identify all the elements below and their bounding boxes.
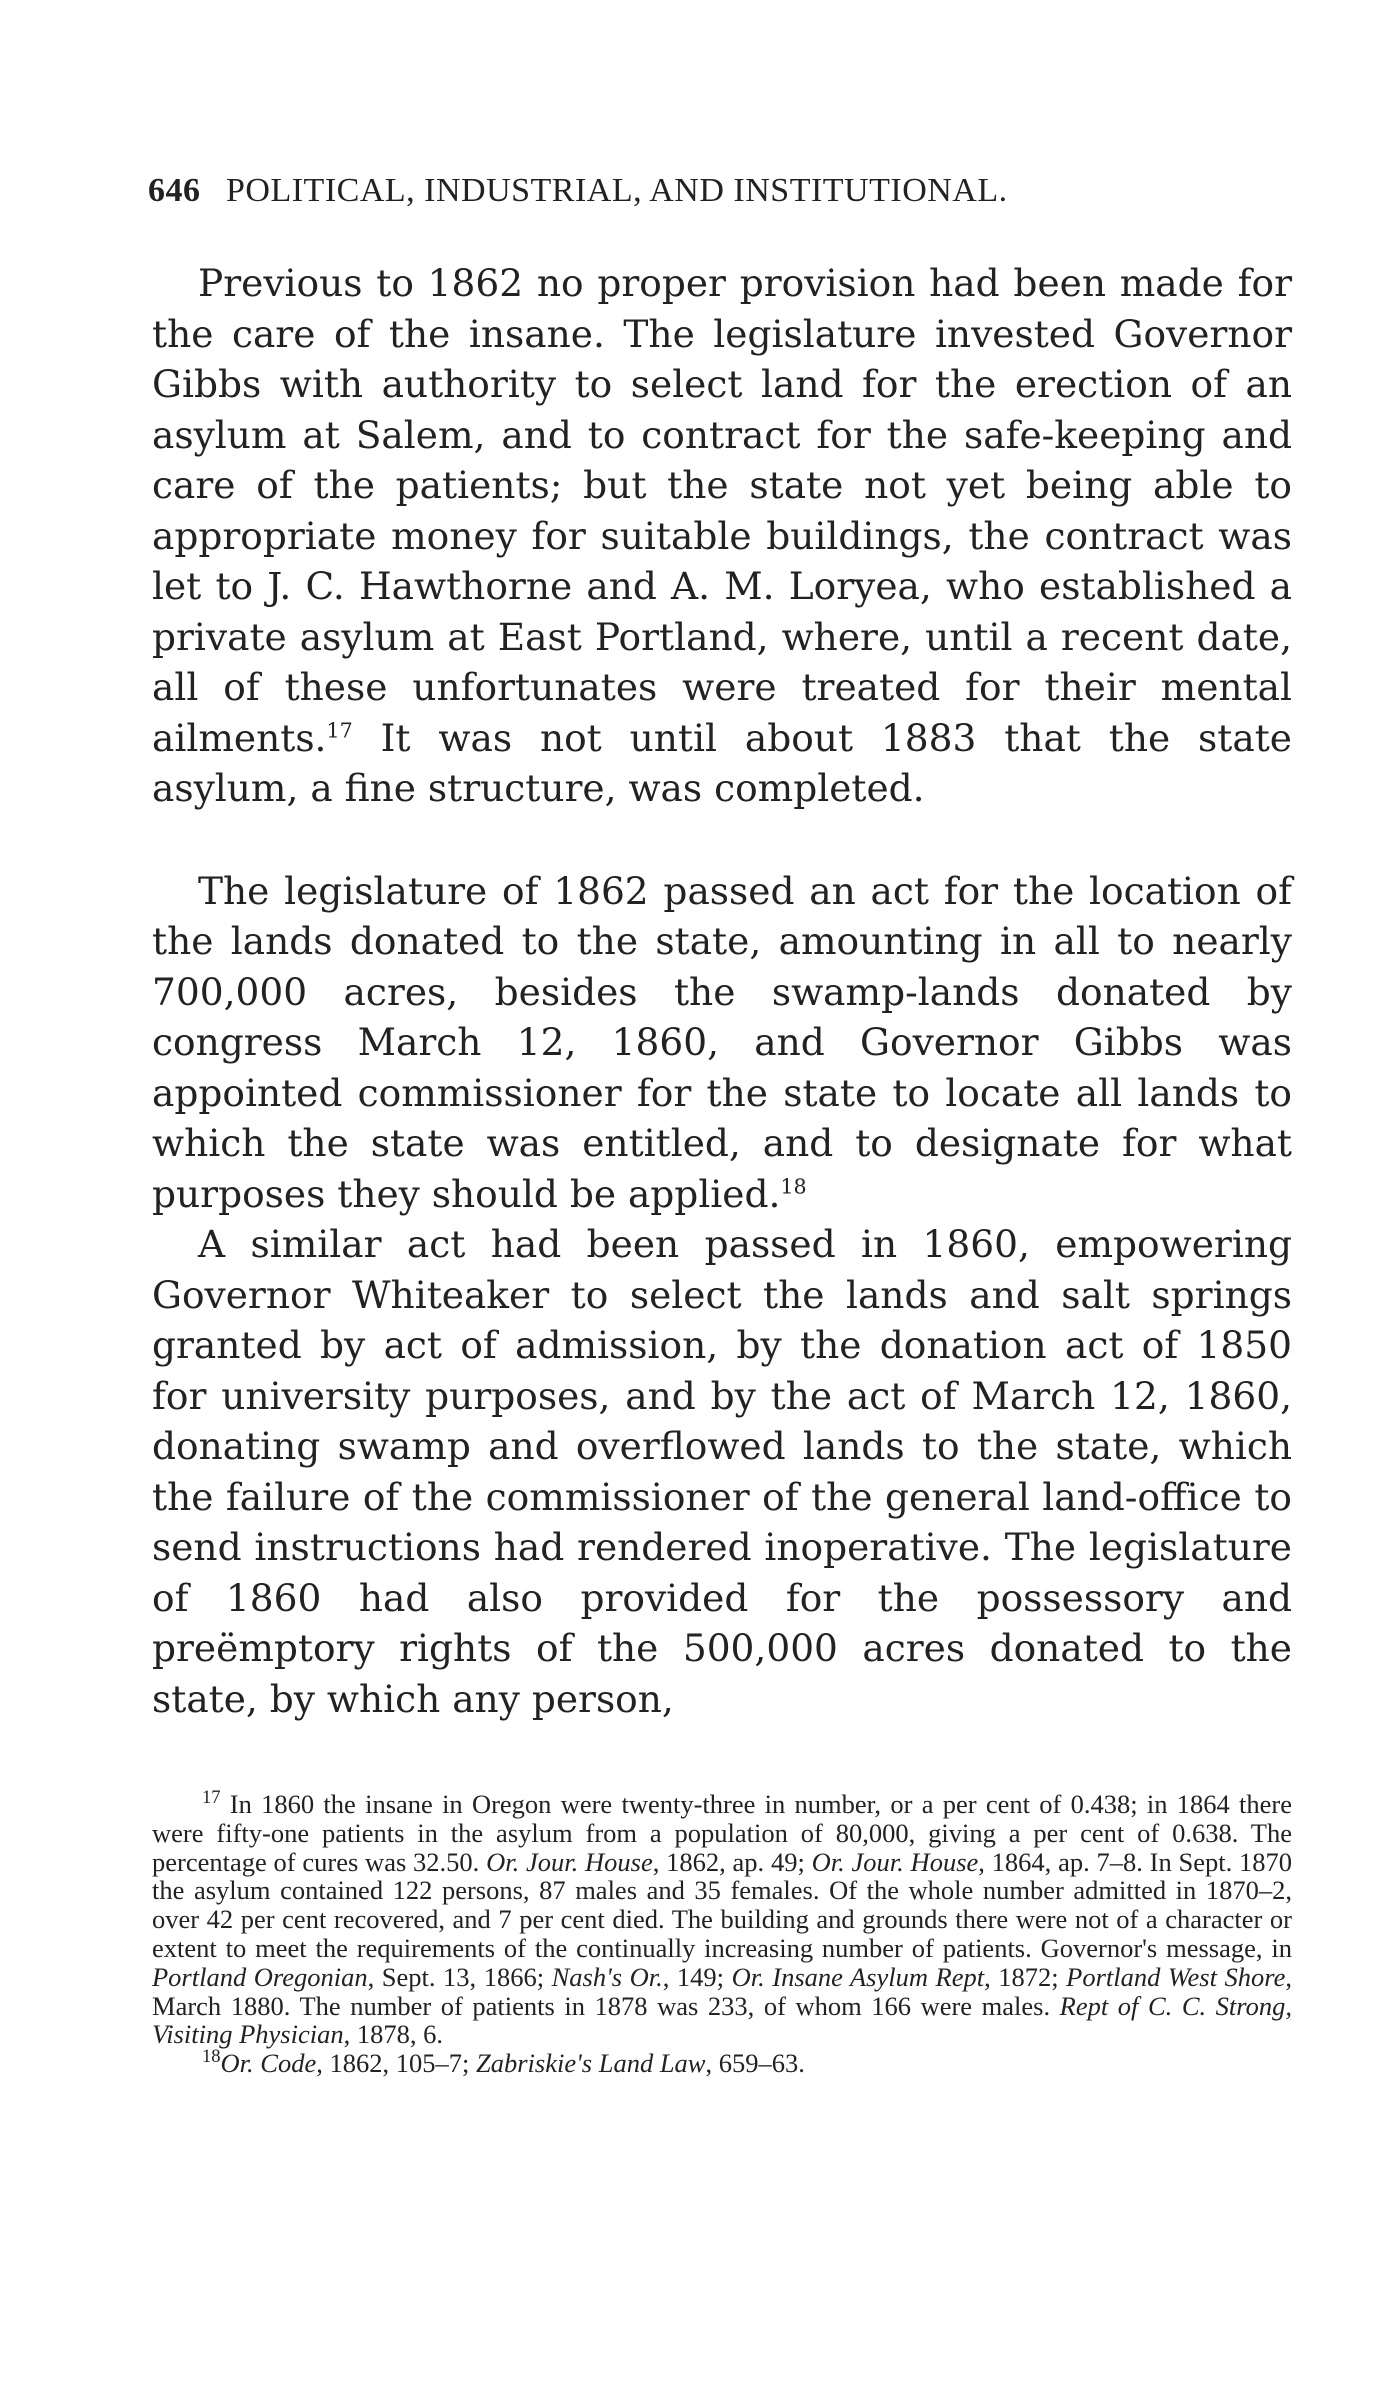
footnote-text: In 1860 the insane in Oregon were twenty-three in number, or a per cent of 0.438; in 1864 there were fifty-one patients in the asylum from a population of 80,000, giving a per cent of 0.638. The percentage of cures was 32.50. (152, 1789, 1292, 1877)
footnote-text: , 1872; (984, 1961, 1067, 1992)
paragraph-text: Previous to 1862 no proper provision had been made for the care of the insane. The legislature invested Governor Gibbs with authority to select land for the erection of an asylum at Salem, and to contract for the safe-keeping and care of the patients; but the state not yet being able to appropriate money for suitable buildings, the contract was let to J. C. Hawthorne and A. M. Loryea, who established a private asylum at East Portland, where, until a recent date, all of these unfortunates were treated for their mental ailments. (152, 261, 1292, 760)
running-title: POLITICAL, INDUSTRIAL, AND INSTITUTIONAL. (226, 172, 1008, 209)
citation: Portland Oregonian (152, 1961, 368, 1992)
footnote-text: , 659–63. (705, 2048, 805, 2079)
citation: Or. Jour. House (811, 1846, 979, 1877)
footnote-17 (152, 1787, 1293, 2050)
footnote-18 (152, 2046, 1292, 2079)
citation: Portland West Shore (1066, 1961, 1286, 1992)
footnote-text: , 1878, 6. (343, 2019, 443, 2050)
book-page (148, 0, 1293, 2404)
page-number: 646 (148, 172, 201, 209)
citation: Or. Jour. House (486, 1846, 653, 1877)
paragraph-text: A similar act had been passed in 1860, empowering Governor Whiteaker to select the lands and salt springs granted by act of admission, by the donation act of 1850 for university purposes, and by the act of March 12, 1860, donating swamp and overflowed lands to the state, which the failure of the commissioner of the general land-office to send instructions had rendered inoperative. The legislature of 1860 had also provided for the possessory and preëmptory rights of the 500,000 acres donated to the state, by which any person, (152, 1222, 1292, 1721)
footnotes (152, 1787, 1293, 2079)
footnote-text: , Sept. 13, 1866; (367, 1961, 552, 1992)
footnote-text: , 149; (662, 1961, 732, 1992)
main-text (152, 258, 1292, 1724)
footnote-mark: 17 (202, 1787, 221, 1809)
paragraph-text: The legislature of 1862 passed an act for the location of the lands donated to the state, amounting in all to nearly 700,000 acres, besides the swamp-lands donated by congress March 12, 1860, and Governor Gibbs was appointed commissioner for the state to locate all lands to which the state was entitled, and to designate for what purposes they should be applied. (152, 868, 1292, 1216)
footnote-mark: 18 (202, 2046, 221, 2068)
footnote-text: , 1862, ap. 49; (652, 1846, 812, 1877)
citation: Or. Code (220, 2048, 317, 2079)
paragraph-lands-1862 (152, 866, 1292, 1220)
citation: Rept of C. C. Strong, Visiting Physician (152, 1990, 1292, 2050)
paragraph-asylum (152, 258, 1292, 814)
citation: Nash's Or. (551, 1961, 663, 1992)
citation: Zabriskie's Land Law (475, 2048, 706, 2079)
footnote-text: , 1862, 105–7; (316, 2048, 476, 2079)
footnote-ref-17: 17 (326, 718, 353, 742)
footnote-text: , March 1880. The number of patients in 1878 was 233, of whom 166 were males. (152, 1961, 1292, 2021)
running-head (148, 172, 1292, 222)
paragraph-text-tail: It was not until about 1883 that the state asylum, a fine structure, was completed. (152, 715, 1292, 810)
paragraph-lands-1860 (152, 1219, 1292, 1724)
footnote-ref-18: 18 (780, 1174, 807, 1198)
citation: Or. Insane Asylum Rept (731, 1961, 985, 1992)
footnote-text: , 1864, ap. 7–8. In Sept. 1870 the asylum contained 122 persons, 87 males and 35 females. Of the whole number admitted in 1870–2, over 42 per cent recovered, and 7 per cent died. The building and grounds there were not of a character or extent to meet the requirements of the continually increasing number of patients. Governor's message, in (152, 1846, 1293, 1963)
